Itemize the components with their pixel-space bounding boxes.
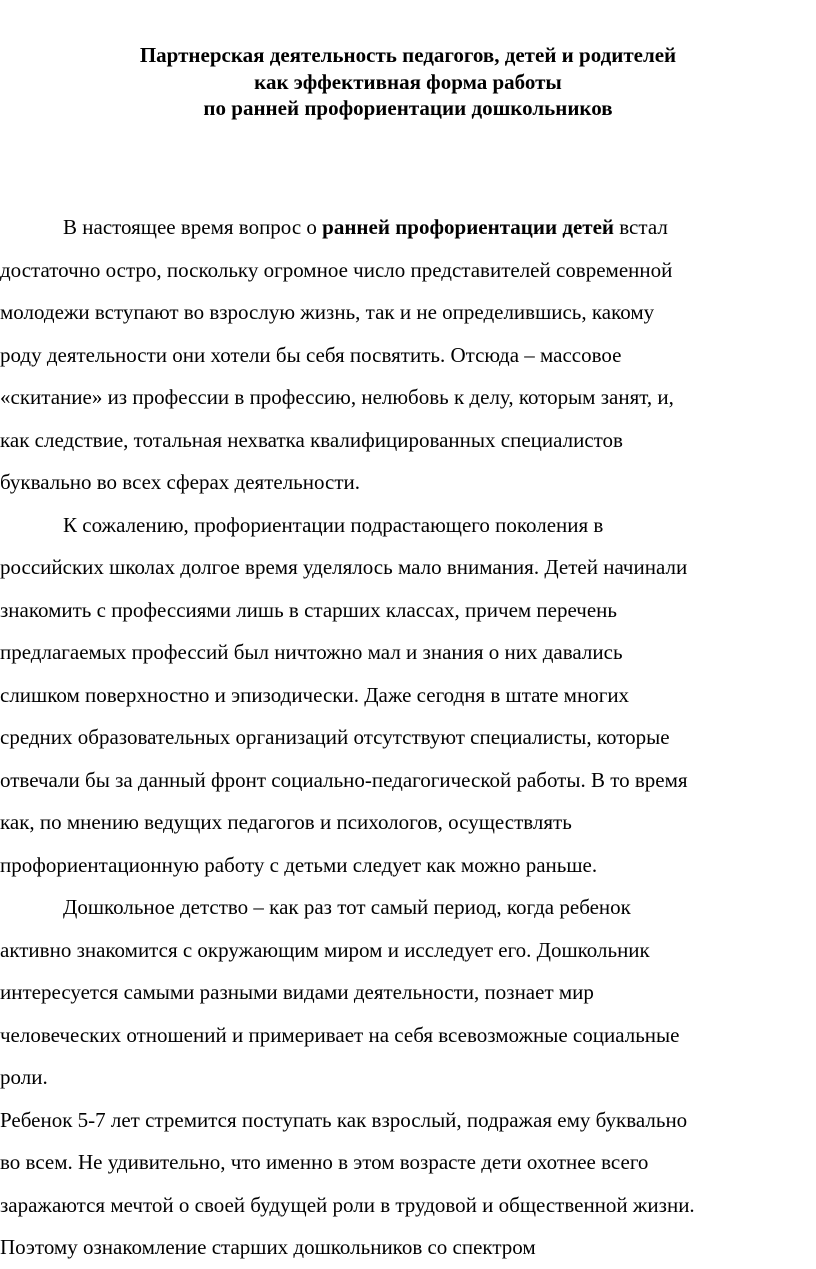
paragraph-3-line-3: интересуется самыми разными видами деятельности, познает мир: [0, 980, 594, 1004]
document-body: [0, 206, 812, 1269]
paragraph-2: [0, 504, 812, 887]
document-title: [0, 42, 816, 122]
text-run: встал: [614, 215, 668, 239]
title-line-3: по ранней профориентации дошкольников: [203, 96, 613, 120]
paragraph-1: [0, 206, 812, 504]
paragraph-3: [0, 886, 812, 1099]
text-run: В настоящее время вопрос о: [63, 215, 323, 239]
paragraph-2-line-1: К сожалению, профориентации подрастающего поколения в: [63, 512, 604, 537]
paragraph-2-line-5: слишком поверхностно и эпизодически. Даже сегодня в штате многих: [0, 682, 630, 707]
paragraph-4-line-4: Поэтому ознакомление старших дошкольников со спектром: [0, 1235, 536, 1259]
paragraph-4-line-2: во всем. Не удивительно, что именно в этом возрасте дети охотнее всего: [0, 1150, 649, 1174]
paragraph-2-line-7: отвечали бы за данный фронт социально-педагогической работы. В то время: [0, 767, 688, 792]
paragraph-2-line-3: знакомить с профессиями лишь в старших классах, причем перечень: [0, 597, 617, 622]
paragraph-2-line-8: как, по мнению ведущих педагогов и психологов, осуществлять: [0, 810, 572, 834]
paragraph-3-line-1: Дошкольное детство – как раз тот самый период, когда ребенок: [63, 895, 631, 919]
paragraph-1-line-1: [0, 206, 812, 249]
paragraph-2-line-9: профориентационную работу с детьми следует как можно раньше.: [0, 852, 598, 877]
paragraph-1-line-7: буквально во всех сферах деятельности.: [0, 470, 361, 494]
paragraph-1-line-6: как следствие, тотальная нехватка квалифицированных специалистов: [0, 427, 623, 452]
title-line-1: Партнерская деятельность педагогов, детей и родителей: [139, 43, 677, 67]
paragraph-4-line-1: Ребенок 5-7 лет стремится поступать как взрослый, подражая ему буквально: [0, 1107, 688, 1132]
paragraph-2-line-4: предлагаемых профессий был ничтожно мал и знания о них давались: [0, 640, 623, 664]
paragraph-1-line-5: «скитание» из профессии в профессию, нелюбовь к делу, которым занят, и,: [0, 385, 674, 409]
paragraph-1-line-3: молодежи вступают во взрослую жизнь, так и не определившись, какому: [0, 300, 655, 324]
bold-phrase: ранней профориентации детей: [322, 215, 615, 239]
paragraph-3-line-2: активно знакомится с окружающим миром и исследует его. Дошкольник: [0, 937, 650, 962]
paragraph-2-line-2: российских школах долгое время уделялось мало внимания. Детей начинали: [0, 555, 688, 579]
paragraph-4-line-3: заражаются мечтой о своей будущей роли в трудовой и общественной жизни.: [0, 1192, 695, 1217]
paragraph-1-line-4: роду деятельности они хотели бы себя посвятить. Отсюда – массовое: [0, 342, 622, 367]
paragraph-4: [0, 1099, 812, 1269]
paragraph-1-line-2: достаточно остро, поскольку огромное число представителей современной: [0, 257, 673, 282]
paragraph-3-line-5: роли.: [0, 1065, 48, 1089]
paragraph-2-line-6: средних образовательных организаций отсутствуют специалисты, которые: [0, 725, 670, 749]
title-line-2: как эффективная форма работы: [254, 69, 562, 94]
paragraph-3-line-4: человеческих отношений и примеривает на себя всевозможные социальные: [0, 1022, 680, 1047]
